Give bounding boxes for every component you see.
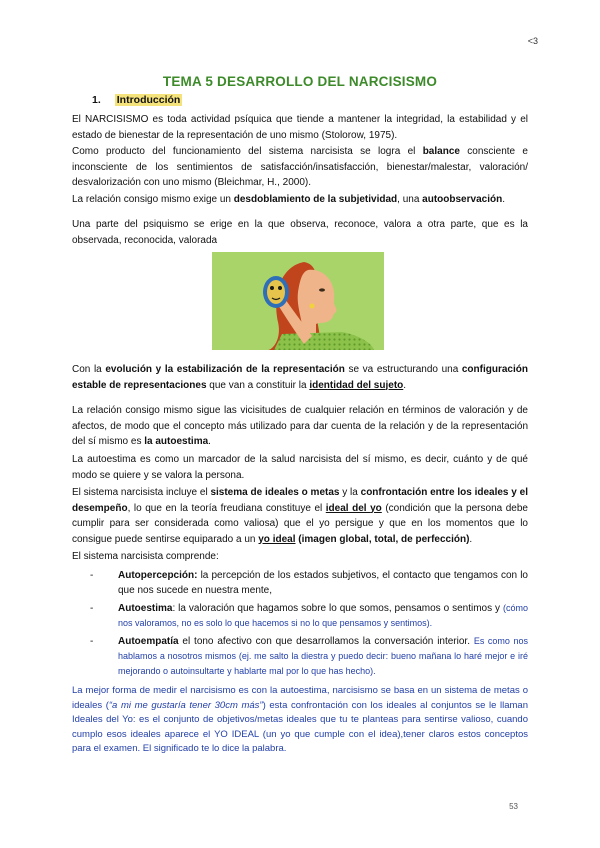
corner-mark: <3 [527, 36, 538, 46]
components-list [90, 568, 528, 682]
paragraph-comprende: El sistema narcisista comprende: [72, 551, 219, 562]
paragraph-desdoblamiento: La relación consigo mismo exige un desdoblamiento de la subjetividad, una autoobservación. [72, 194, 505, 205]
paragraph-autoestima-marcador: La autoestima es como un marcador de la salud narcisista del sí mismo, es decir, cuánto y de qué modo se quiere y se valora la persona. [72, 454, 528, 481]
section-number: 1. [92, 94, 101, 106]
paragraph-ideales: El sistema narcisista incluye el sistema de ideales o metas y la confrontación entre los ideales y el desempeño, lo que en la teoría freudiana constituye el ideal del yo (condición que la persona debe cumplir para ser considerada como valiosa) que el yo persigue y que en los momentos que lo consigue puede sentirse equiparado a un yo ideal (imagen global, total, de perfección). [72, 487, 528, 545]
list-item: - Autoestima: la valoración que hagamos sobre lo que somos, pensamos o sentimos y (cómo nos valoramos, no es solo lo que hacemos si no lo que pensamos y sentimos). [90, 603, 528, 628]
page-number: 53 [509, 802, 518, 811]
list-item: - Autoempatía el tono afectivo con que desarrollamos la conversación interior. Es como nos hablamos a nosotros mismos (ej. me salto la diestra y puedo decir: bueno mañana lo haré mejor e iré mejorando o autoinsultarte y hablarte mal por lo que has hecho). [90, 636, 528, 676]
woman-holding-mask-icon [212, 252, 384, 350]
list-item: - Autopercepción: la percepción de los estados subjetivos, el contacto que tengamos con lo que nos sucede en nuestra mente, [90, 570, 528, 596]
illustration-woman-mask [212, 252, 384, 350]
paragraph-evolucion: Con la evolución y la estabilización de la representación se va estructurando una configuración estable de representaciones que van a constituir la identidad del sujeto. [72, 364, 528, 391]
page-title: TEMA 5 DESARROLLO DEL NARCISISMO [162, 74, 438, 89]
section-label: Introducción [116, 94, 181, 106]
section-heading [92, 94, 182, 106]
paragraph-medir-narcisismo: La mejor forma de medir el narcisismo es con la autoestima, narcisismo se basa en un sistema de metas o ideales (“a mi me gustaría tener 30cm más”) esta confrontación con los ideales al conjuntos se le llaman Ideales del Yo: es el conjunto de objetivos/metas ideales que tu te planteas para sentirse valioso, cuando cumplo esos ideales aparece el YO IDEAL (un yo que cumple con el idea),tener claros estos conceptos para el examen. El significado te lo dice la palabra. [72, 685, 528, 754]
paragraph-relacion-consigo: La relación consigo mismo sigue las vicisitudes de cualquier relación en términos de valoración y de afectos, de modo que el concepto más utilizado para dar cuenta de la relación y de la representación del sí mismo es la autoestima. [72, 405, 528, 447]
paragraph-sistema-narcisista: Como producto del funcionamiento del sistema narcisista se logra el balance consciente e inconsciente de los sentimientos de satisfacción/insatisfacción, bienestar/malestar, valoración/ desvalorización con uno mismo (Bleichmar, H., 2000). [72, 146, 528, 188]
paragraph-psiquismo: Una parte del psiquismo se erige en la que observa, reconoce, valora a otra parte, que es la observada, reconocida, valorada [72, 219, 528, 246]
paragraph-narcisismo-definition: El NARCISISMO es toda actividad psíquica que tiende a mantener la integridad, la estabilidad y el estado de bienestar de la representación de uno mismo (Stolorow, 1975). [72, 114, 528, 141]
